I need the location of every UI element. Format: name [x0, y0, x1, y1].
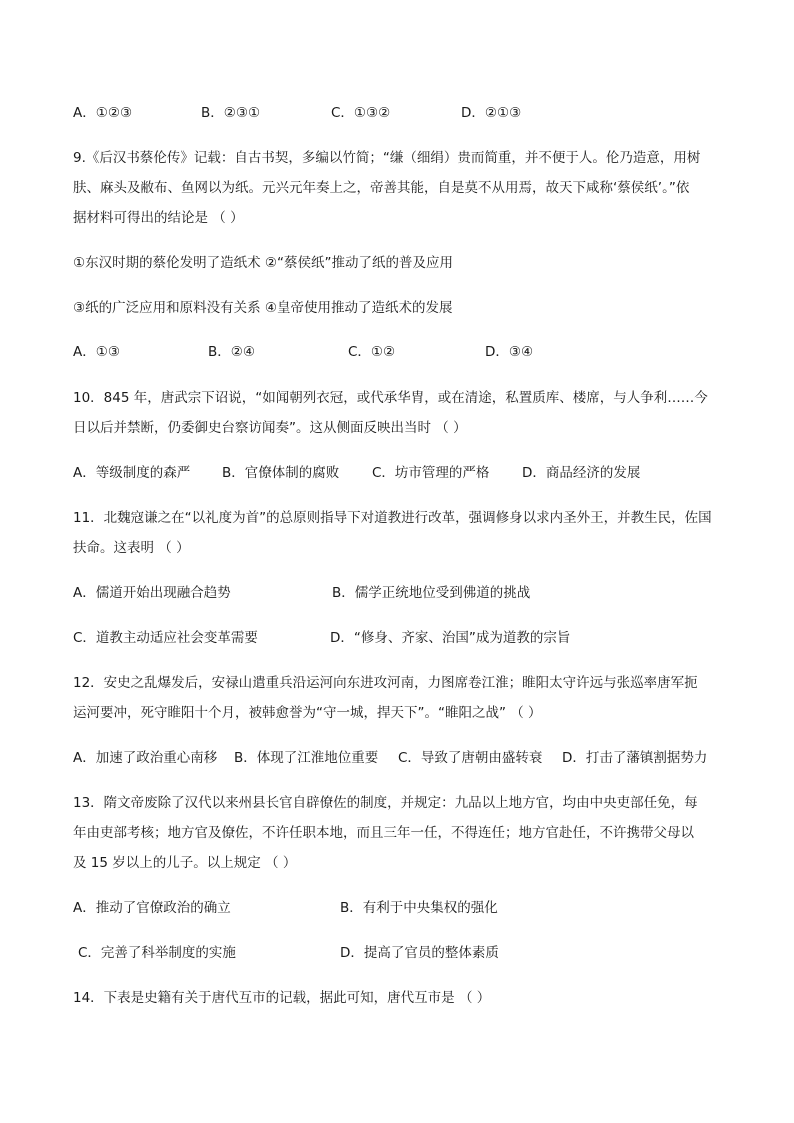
- q9-option-d[interactable]: D．③④: [485, 344, 534, 360]
- q13-stem-line-3: 及 15 岁以上的儿子。以上规定 （ ）: [73, 855, 297, 871]
- q13-option-a[interactable]: A．推动了官僚政治的确立: [73, 900, 231, 916]
- q10-stem-line-2: 日以后并禁断，仍委御史台察访闻奏”。这从侧面反映出当时 （ ）: [73, 420, 467, 436]
- q12-option-b[interactable]: B．体现了江淮地位重要: [234, 750, 379, 766]
- q14-stem-line-1: 14．下表是史籍有关于唐代互市的记载，据此可知，唐代互市是 （ ）: [73, 990, 491, 1006]
- q11-stem-line-1: 11．北魏寇谦之在“以礼度为首”的总原则指导下对道教进行改革，强调修身以求内圣外王，并教生民，佐国: [73, 510, 712, 526]
- q8-option-a[interactable]: A．①②③: [73, 105, 133, 121]
- q9-stem-line-2: 肤、麻头及敝布、鱼网以为纸。元兴元年奏上之，帝善其能，自是莫不从用焉，故天下咸称‘蔡侯纸’。”依: [73, 180, 690, 196]
- q9-option-c[interactable]: C．①②: [348, 344, 396, 360]
- q10-option-c[interactable]: C．坊市管理的严格: [372, 465, 490, 481]
- q12-stem-line-2: 运河要冲，死守睢阳十个月，被韩愈誉为“守一城，捍天下”。“睢阳之战” （ ）: [73, 705, 542, 721]
- q9-option-a[interactable]: A．①③: [73, 344, 120, 360]
- q11-option-b[interactable]: B．儒学正统地位受到佛道的挑战: [332, 585, 531, 601]
- q11-option-d[interactable]: D．“修身、齐家、治国”成为道教的宗旨: [330, 630, 571, 646]
- q10-stem-line-1: 10．845 年，唐武宗下诏说，“如闻朝列衣冠，或代承华胄，或在清途，私置质库、楼席，与人争利……今: [73, 390, 708, 406]
- q13-stem-line-2: 年由吏部考核；地方官及僚佐，不许任职本地，而且三年一任，不得连任；地方官赴任，不许携带父母以: [73, 825, 694, 841]
- q13-option-b[interactable]: B．有利于中央集权的强化: [340, 900, 498, 916]
- q11-stem-line-2: 扶命。这表明 （ ）: [73, 540, 190, 556]
- q10-option-b[interactable]: B．官僚体制的腐败: [222, 465, 340, 481]
- q11-option-a[interactable]: A．儒道开始出现融合趋势: [73, 585, 231, 601]
- q13-option-c[interactable]: C．完善了科举制度的实施: [78, 945, 236, 961]
- q11-option-c[interactable]: C．道教主动适应社会变革需要: [73, 630, 258, 646]
- q12-option-d[interactable]: D．打击了藩镇割据势力: [562, 750, 708, 766]
- q8-option-d[interactable]: D．②①③: [461, 105, 522, 121]
- q8-option-b[interactable]: B．②③①: [201, 105, 261, 121]
- q9-stem-line-1: 9.《后汉书蔡伦传》记载：自古书契，多编以竹简；“缣（细绢）贵而简重，并不便于人。伦乃造意，用树: [73, 150, 701, 166]
- q9-option-b[interactable]: B．②④: [208, 344, 255, 360]
- q13-stem-line-1: 13．隋文帝废除了汉代以来州县长官自辟僚佐的制度，并规定：九品以上地方官，均由中央吏部任免，每: [73, 795, 698, 811]
- q10-option-d[interactable]: D．商品经济的发展: [522, 465, 641, 481]
- q10-option-a[interactable]: A．等级制度的森严: [73, 465, 191, 481]
- q12-stem-line-1: 12．安史之乱爆发后，安禄山遣重兵沿运河向东进攻河南，力图席卷江淮；睢阳太守许远与张巡率唐军扼: [73, 675, 698, 691]
- q9-stem-line-3: 据材料可得出的结论是 （ ）: [73, 210, 244, 226]
- q8-option-c[interactable]: C．①③②: [331, 105, 391, 121]
- q13-option-d[interactable]: D．提高了官员的整体素质: [340, 945, 499, 961]
- q9-statements-line-1: ①东汉时期的蔡伦发明了造纸术 ②“蔡侯纸”推动了纸的普及应用: [73, 255, 453, 271]
- q9-statements-line-2: ③纸的广泛应用和原料没有关系 ④皇帝使用推动了造纸术的发展: [73, 300, 453, 316]
- q12-option-a[interactable]: A．加速了政治重心南移: [73, 750, 218, 766]
- q12-option-c[interactable]: C．导致了唐朝由盛转衰: [398, 750, 543, 766]
